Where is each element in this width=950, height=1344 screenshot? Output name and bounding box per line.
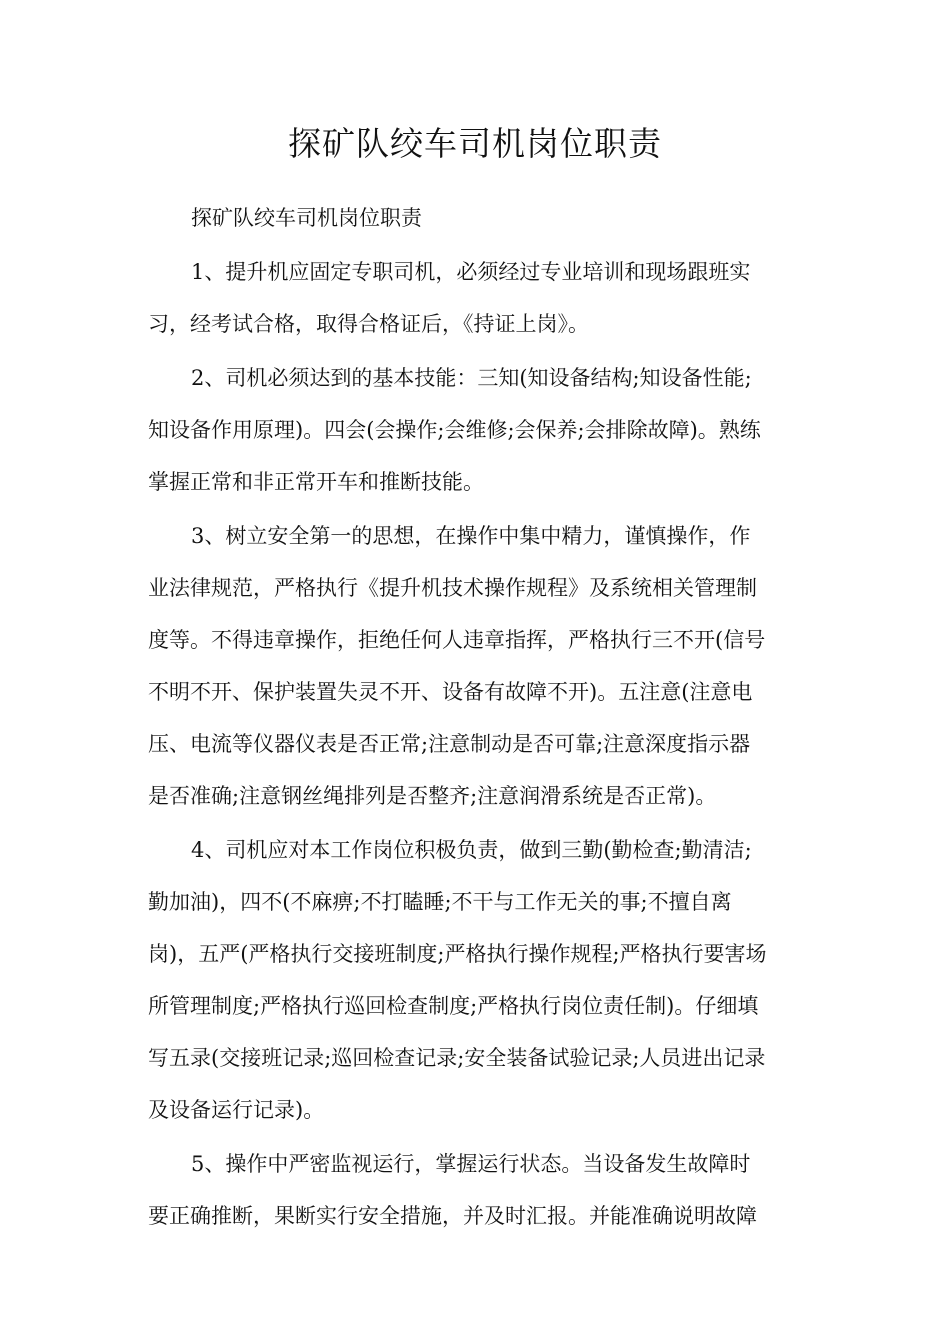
text-line: 4、司机应对本工作岗位积极负责，做到三勤(勤检查;勤清洁; [191, 838, 752, 862]
text-line: 知设备作用原理)。四会(会操作;会维修;会保养;会排除故障)。熟练 [148, 418, 761, 442]
paragraph-item-3 [148, 510, 808, 822]
text-line: 要正确推断，果断实行安全措施，并及时汇报。并能准确说明故障 [148, 1204, 757, 1228]
text-line: 写五录(交接班记录;巡回检查记录;安全装备试验记录;人员进出记录 [148, 1046, 766, 1070]
paragraph-item-2 [148, 352, 808, 508]
text-line: 3、树立安全第一的思想，在操作中集中精力，谨慎操作，作 [191, 524, 751, 548]
text-line: 5、操作中严密监视运行，掌握运行状态。当设备发生故障时 [191, 1152, 751, 1176]
text-line: 2、司机必须达到的基本技能：三知(知设备结构;知设备性能; [191, 366, 752, 390]
paragraph-item-4 [148, 824, 808, 1136]
text-line: 所管理制度;严格执行巡回检查制度;严格执行岗位责任制)。仔细填 [148, 994, 759, 1018]
text-line: 习，经考试合格，取得合格证后，《持证上岗》。 [148, 312, 589, 336]
paragraph-item-1 [148, 246, 808, 350]
text-line: 度等。不得违章操作，拒绝任何人违章指挥，严格执行三不开(信号 [148, 628, 766, 652]
text-line: 业法律规范，严格执行《提升机技术操作规程》及系统相关管理制 [148, 576, 757, 600]
text-line: 压、电流等仪器仪表是否正常;注意制动是否可靠;注意深度指示器 [148, 732, 751, 756]
text-line: 是否准确;注意钢丝绳排列是否整齐;注意润滑系统是否正常)。 [148, 784, 717, 808]
document-title: 探矿队绞车司机岗位职责 [288, 124, 662, 163]
text-line: 1、提升机应固定专职司机，必须经过专业培训和现场跟班实 [191, 260, 751, 284]
text-line: 岗)，五严(严格执行交接班制度;严格执行操作规程;严格执行要害场 [148, 942, 767, 966]
text-line: 探矿队绞车司机岗位职责 [191, 206, 422, 230]
paragraph-item-5 [148, 1138, 808, 1242]
text-line: 掌握正常和非正常开车和推断技能。 [148, 470, 484, 494]
paragraph-subtitle [148, 192, 808, 244]
text-line: 勤加油)，四不(不麻痹;不打瞌睡;不干与工作无关的事;不擅自离 [148, 890, 732, 914]
text-line: 不明不开、保护装置失灵不开、设备有故障不开)。五注意(注意电 [148, 680, 753, 704]
text-line: 及设备运行记录)。 [148, 1098, 325, 1122]
document-body [148, 192, 808, 1244]
